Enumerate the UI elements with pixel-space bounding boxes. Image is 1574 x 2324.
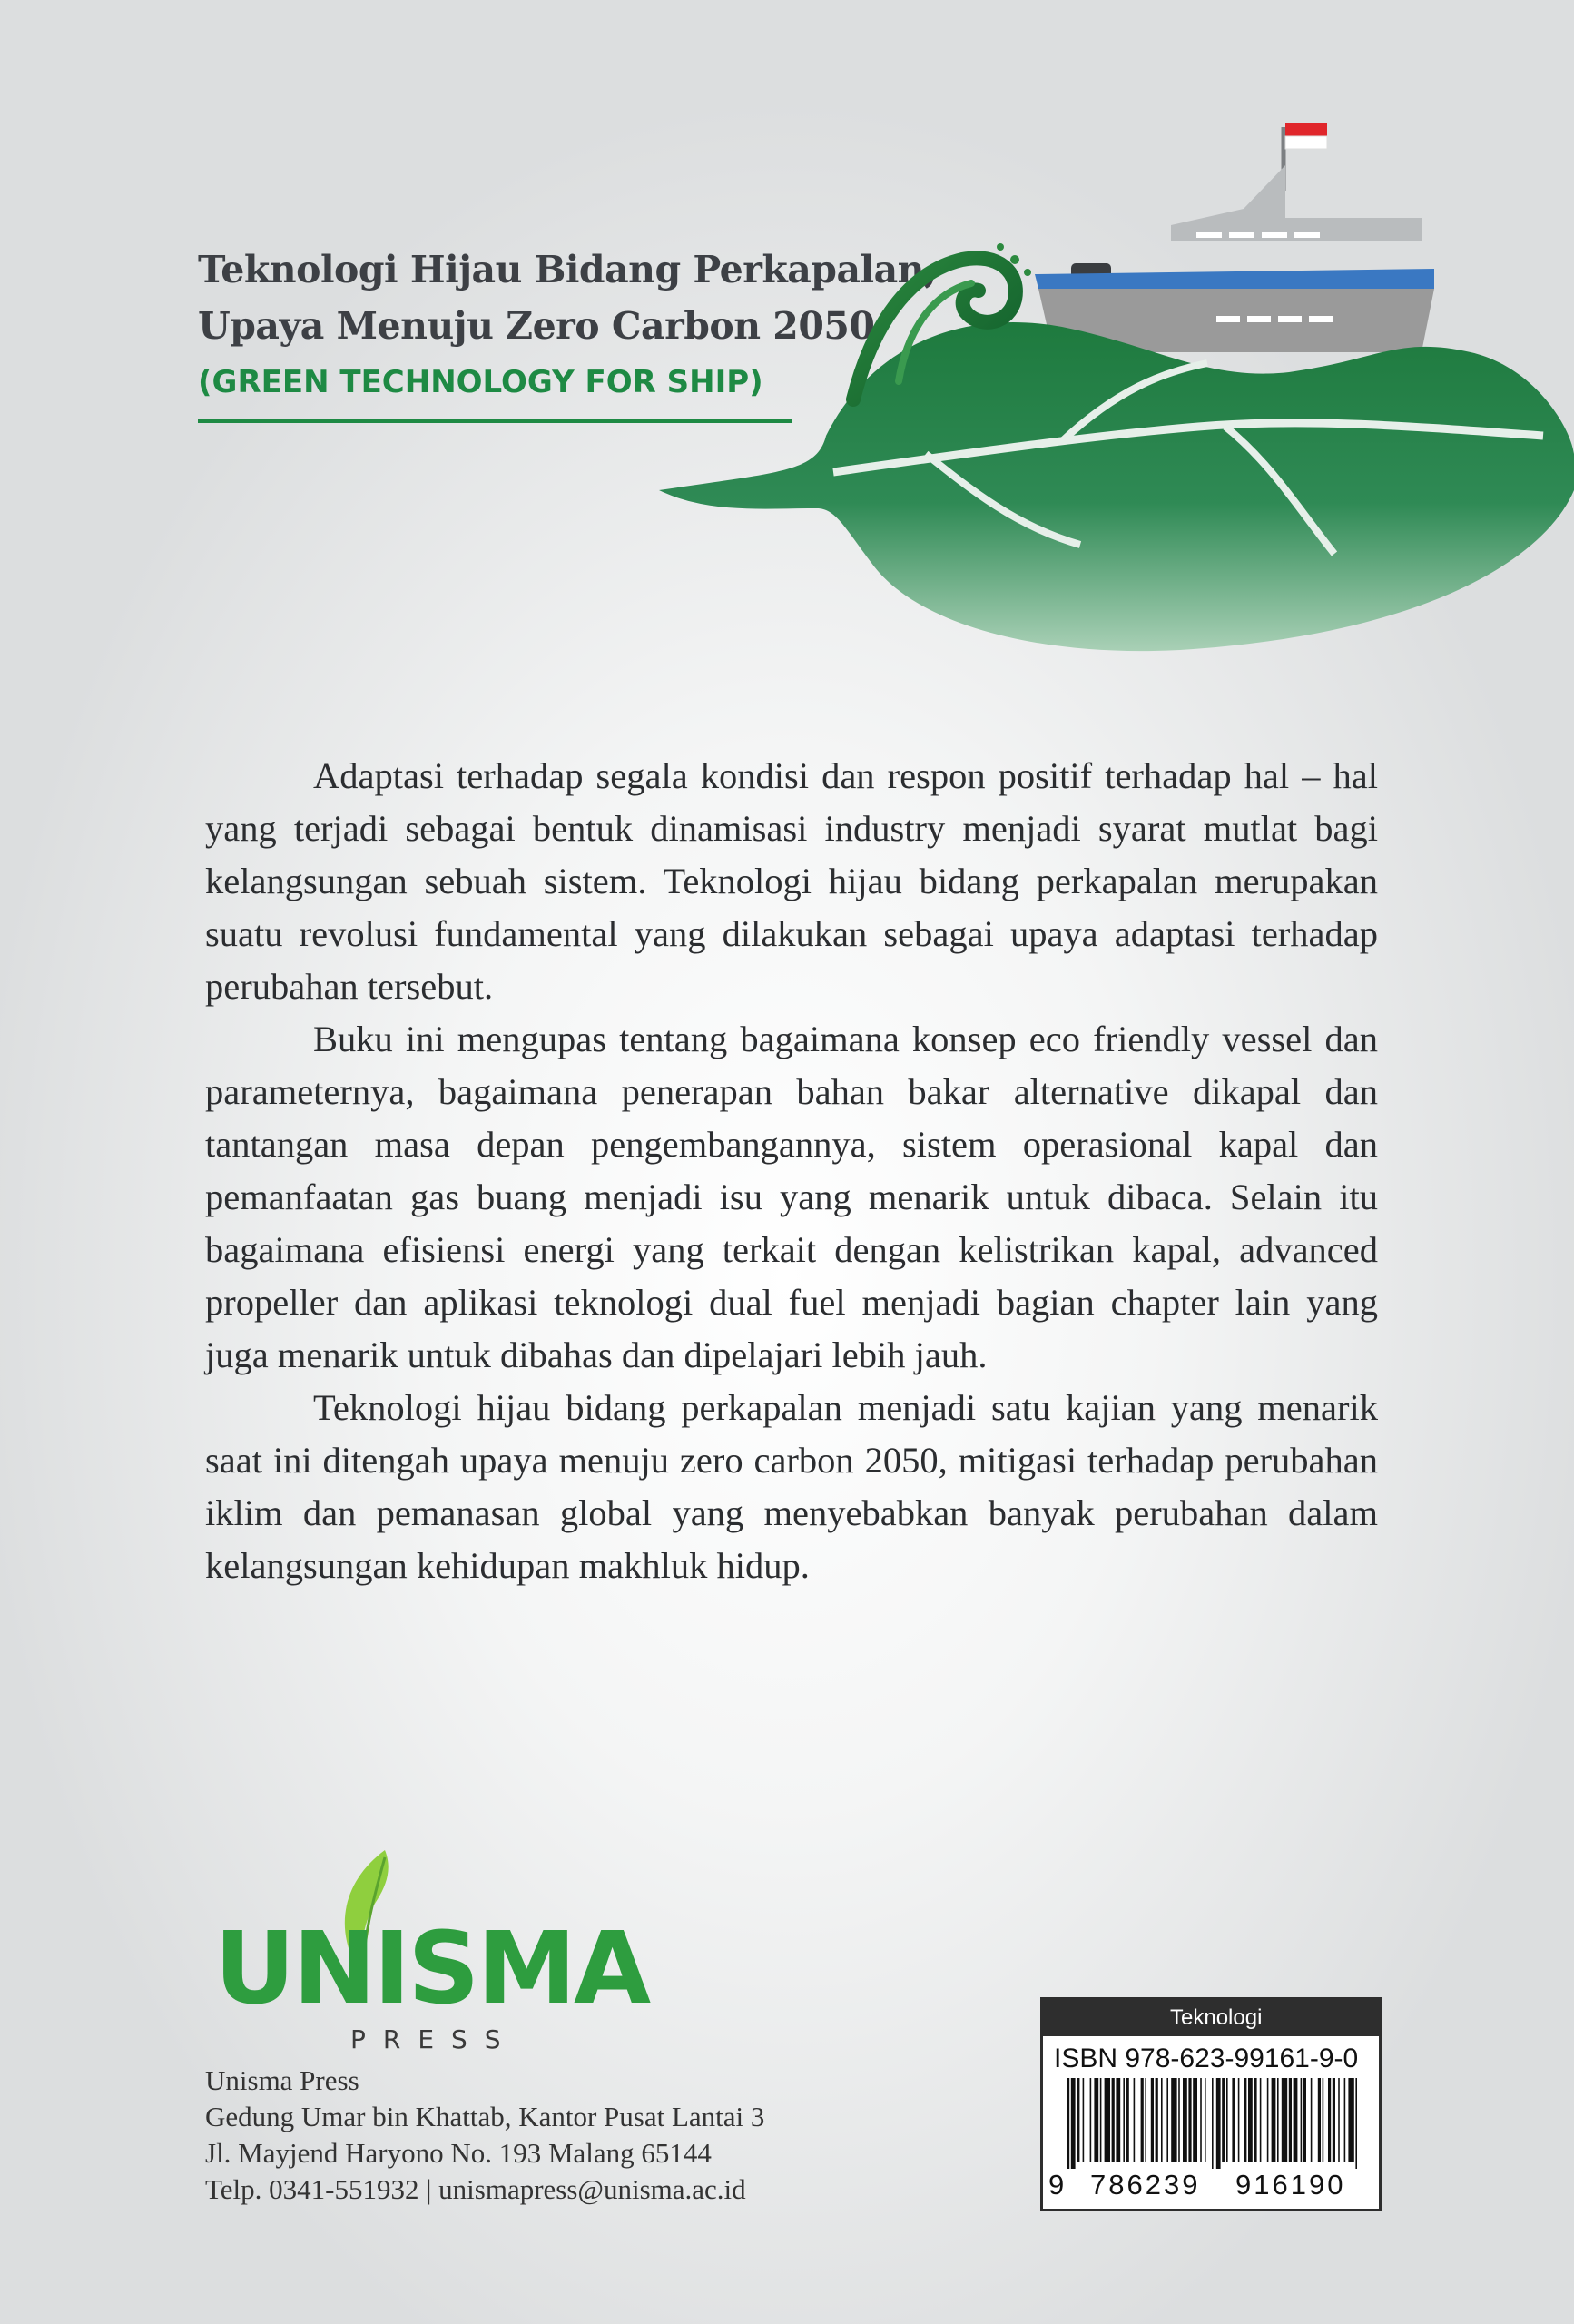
barcode-bar [1071, 2078, 1076, 2169]
subtitle: (GREEN TECHNOLOGY FOR SHIP) [198, 364, 763, 400]
barcode-bar [1105, 2078, 1110, 2162]
title-line-1: Teknologi Hijau Bidang Perkapalan, [198, 248, 937, 291]
barcode-bar [1289, 2078, 1292, 2162]
logo-subtext: PRESS [350, 2024, 518, 2054]
barcode-bar [1294, 2078, 1298, 2162]
barcode-bar [1333, 2078, 1335, 2162]
barcode-bar [1193, 2078, 1197, 2162]
barcode-bar [1156, 2078, 1158, 2162]
barcode-bar [1232, 2078, 1235, 2162]
barcode-bar [1141, 2078, 1144, 2162]
barcode-bar [1323, 2078, 1324, 2162]
address-line-3: Jl. Mayjend Haryono No. 193 Malang 65144 [205, 2137, 712, 2169]
leaf-icon [659, 322, 1574, 651]
barcode-bar [1094, 2078, 1098, 2162]
barcode-bar [1123, 2078, 1125, 2162]
barcode-bar [1260, 2078, 1262, 2162]
barcode-bar [1166, 2078, 1168, 2162]
barcode-bar [1226, 2078, 1228, 2162]
barcode-bar [1077, 2078, 1079, 2162]
barcode-bar [1145, 2078, 1146, 2162]
barcode-bar [1216, 2078, 1221, 2169]
barcode-bar [1355, 2078, 1357, 2169]
publisher-address [205, 2063, 764, 2208]
flag-icon [1284, 123, 1327, 191]
barcode-bar [1338, 2078, 1340, 2162]
barcode-bar [1112, 2078, 1115, 2162]
ship-icon [1035, 165, 1434, 352]
barcode-bar [1188, 2078, 1191, 2162]
unisma-press-logo [214, 1848, 649, 2059]
synopsis-paragraph-1: Adaptasi terhadap segala kondisi dan respon positif terhadap hal – hal yang terjadi sebagai bentuk dinamisasi industry menjadi syarat mutlat bagi kelangsungan sebuah sistem. Teknologi hijau bidang perkapalan merupakan suatu revolusi fundamental yang dilakukan sebagai upaya adaptasi terhadap perubahan tersebut. [205, 755, 1378, 1007]
barcode-bar [1254, 2078, 1256, 2162]
barcode-bar [1183, 2078, 1187, 2162]
barcode-bar [1318, 2078, 1321, 2162]
barcode-bar [1303, 2078, 1306, 2162]
barcode-bar [1116, 2078, 1120, 2162]
category-label: Teknologi [1043, 2000, 1379, 2036]
barcode-bar [1272, 2078, 1276, 2162]
barcode-bar [1212, 2078, 1214, 2169]
barcode-bar [1311, 2078, 1313, 2162]
barcode-bar [1244, 2078, 1246, 2162]
barcode-bar [1178, 2078, 1180, 2162]
barcode-bar [1301, 2078, 1303, 2162]
barcode-bar [1171, 2078, 1176, 2162]
barcode [1063, 2078, 1362, 2169]
barcode-bar [1344, 2078, 1346, 2162]
barcode-bar [1067, 2078, 1069, 2169]
barcode-bar [1151, 2078, 1154, 2162]
barcode-bar [1248, 2078, 1253, 2162]
barcode-bar [1126, 2078, 1129, 2162]
barcode-digits-right: 916190 [1235, 2169, 1346, 2201]
barcode-bar [1134, 2078, 1136, 2162]
barcode-bar [1161, 2078, 1163, 2162]
leaf-ship-illustration [654, 109, 1574, 672]
title-line-2: Upaya Menuju Zero Carbon 2050 [198, 304, 875, 348]
barcode-bar [1328, 2078, 1331, 2162]
address-line-1: Unisma Press [205, 2064, 359, 2096]
barcode-bar [1348, 2078, 1353, 2162]
address-line-2: Gedung Umar bin Khattab, Kantor Pusat Lantai 3 [205, 2101, 765, 2132]
synopsis [205, 750, 1378, 1592]
barcode-bar [1100, 2078, 1102, 2162]
barcode-bar [1267, 2078, 1269, 2162]
barcode-bar [1222, 2078, 1225, 2162]
address-line-4: Telp. 0341-551932 | unismapress@unisma.ac.id [205, 2173, 746, 2205]
logo-wordmark: UNISMA [214, 1910, 649, 2026]
synopsis-paragraph-2: Buku ini mengupas tentang bagaimana konsep eco friendly vessel dan parameternya, bagaimana penerapan bahan bakar alternative dikapal dan tantangan masa depan pengembangannya, sistem operasional kapal dan pemanfaatan gas buang menjadi isu yang menarik untuk dibaca. Selain itu bagaimana efisiensi energi yang terkait dengan kelistrikan kapal, advanced propeller dan aplikasi teknologi dual fuel menjadi bagian chapter lain yang juga menarik untuk dibahas dan dipelajari lebih jauh. [205, 1019, 1378, 1375]
synopsis-paragraph-3: Teknologi hijau bidang perkapalan menjadi satu kajian yang menarik saat ini ditengah upaya menuju zero carbon 2050, mitigasi terhadap perubahan iklim dan pemanasan global yang menyebabkan banyak perubahan dalam kelangsungan kehidupan makhluk hidup. [205, 1387, 1378, 1586]
barcode-bar [1277, 2078, 1279, 2162]
barcode-bar [1238, 2078, 1240, 2162]
barcode-bar [1083, 2078, 1085, 2162]
barcode-digits-left: 786239 [1090, 2169, 1201, 2201]
barcode-digit-first: 9 [1048, 2169, 1065, 2201]
isbn-number: ISBN 978-623-99161-9-0 [1054, 2043, 1359, 2073]
barcode-bar [1200, 2078, 1202, 2162]
barcode-bar [1205, 2078, 1206, 2162]
barcode-bar [1090, 2078, 1092, 2162]
barcode-bar [1282, 2078, 1287, 2162]
isbn-barcode-box [1040, 1997, 1382, 2211]
